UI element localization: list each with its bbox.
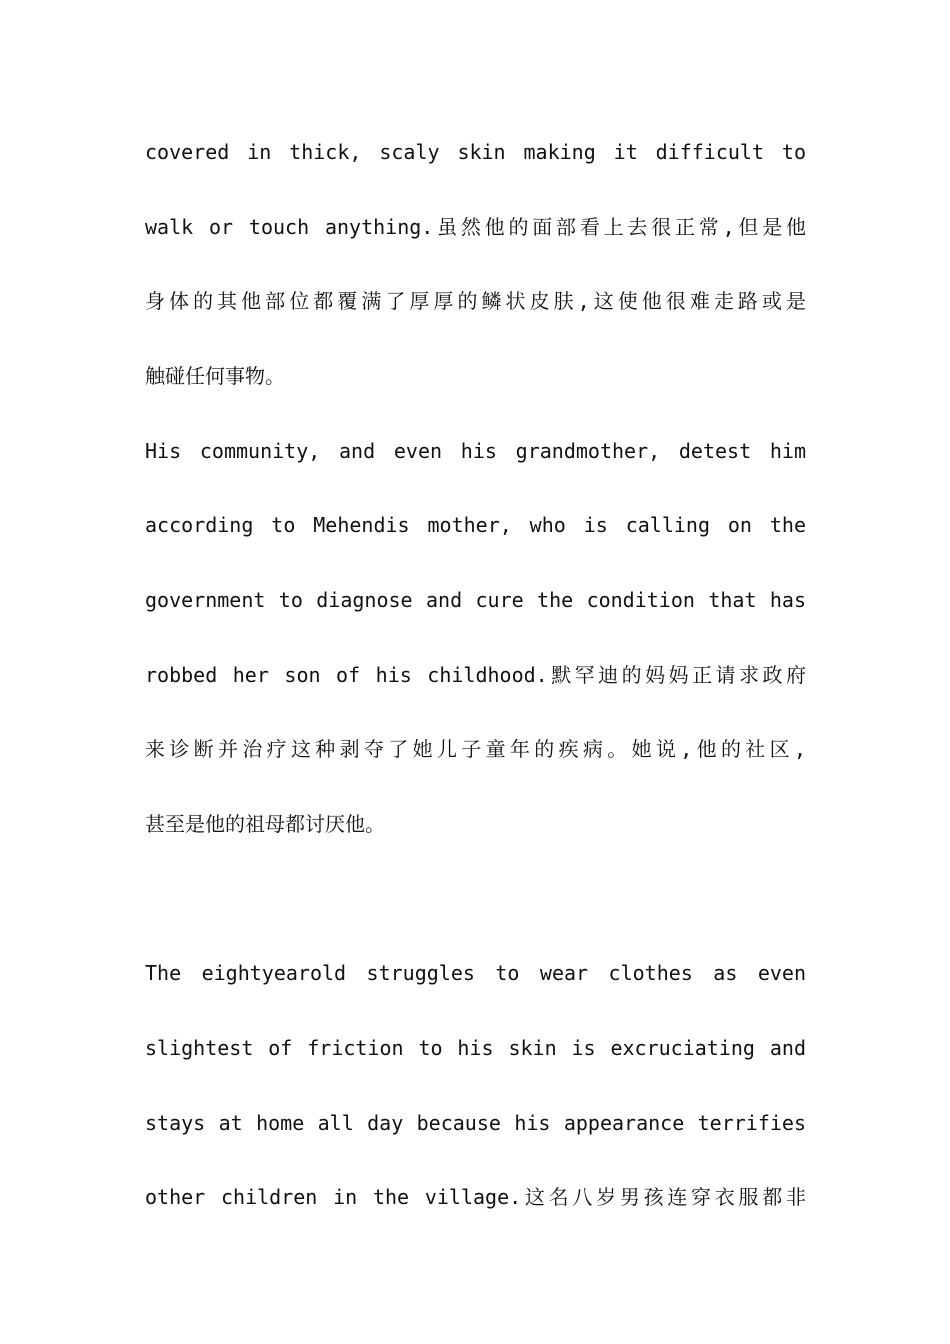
text-line: government to diagnose and cure the condition that has: [145, 588, 806, 612]
text-line: 触碰任何事物。: [145, 364, 285, 388]
text-line: covered in thick, scaly skin making it difficult to: [145, 140, 806, 164]
text-line: other children in the village.这名八岁男孩连穿衣服都非: [145, 1185, 806, 1209]
text-line: 身体的其他部位都覆满了厚厚的鳞状皮肤,这使他很难走路或是: [145, 289, 806, 313]
text-line: 甚至是他的祖母都讨厌他。: [145, 812, 385, 836]
text-line: according to Mehendis mother, who is calling on the: [145, 513, 806, 537]
text-line: The eightyearold struggles to wear clothes as even: [145, 961, 806, 985]
text-line: slightest of friction to his skin is excruciating and: [145, 1036, 806, 1060]
text-line: His community, and even his grandmother, detest him: [145, 439, 806, 463]
text-line: stays at home all day because his appearance terrifies: [145, 1111, 806, 1135]
text-line: robbed her son of his childhood.默罕迪的妈妈正请求政府: [145, 663, 806, 687]
text-line: walk or touch anything.虽然他的面部看上去很正常,但是他: [145, 215, 806, 239]
text-line: 来诊断并治疗这种剥夺了她儿子童年的疾病。她说,他的社区,: [145, 737, 806, 761]
